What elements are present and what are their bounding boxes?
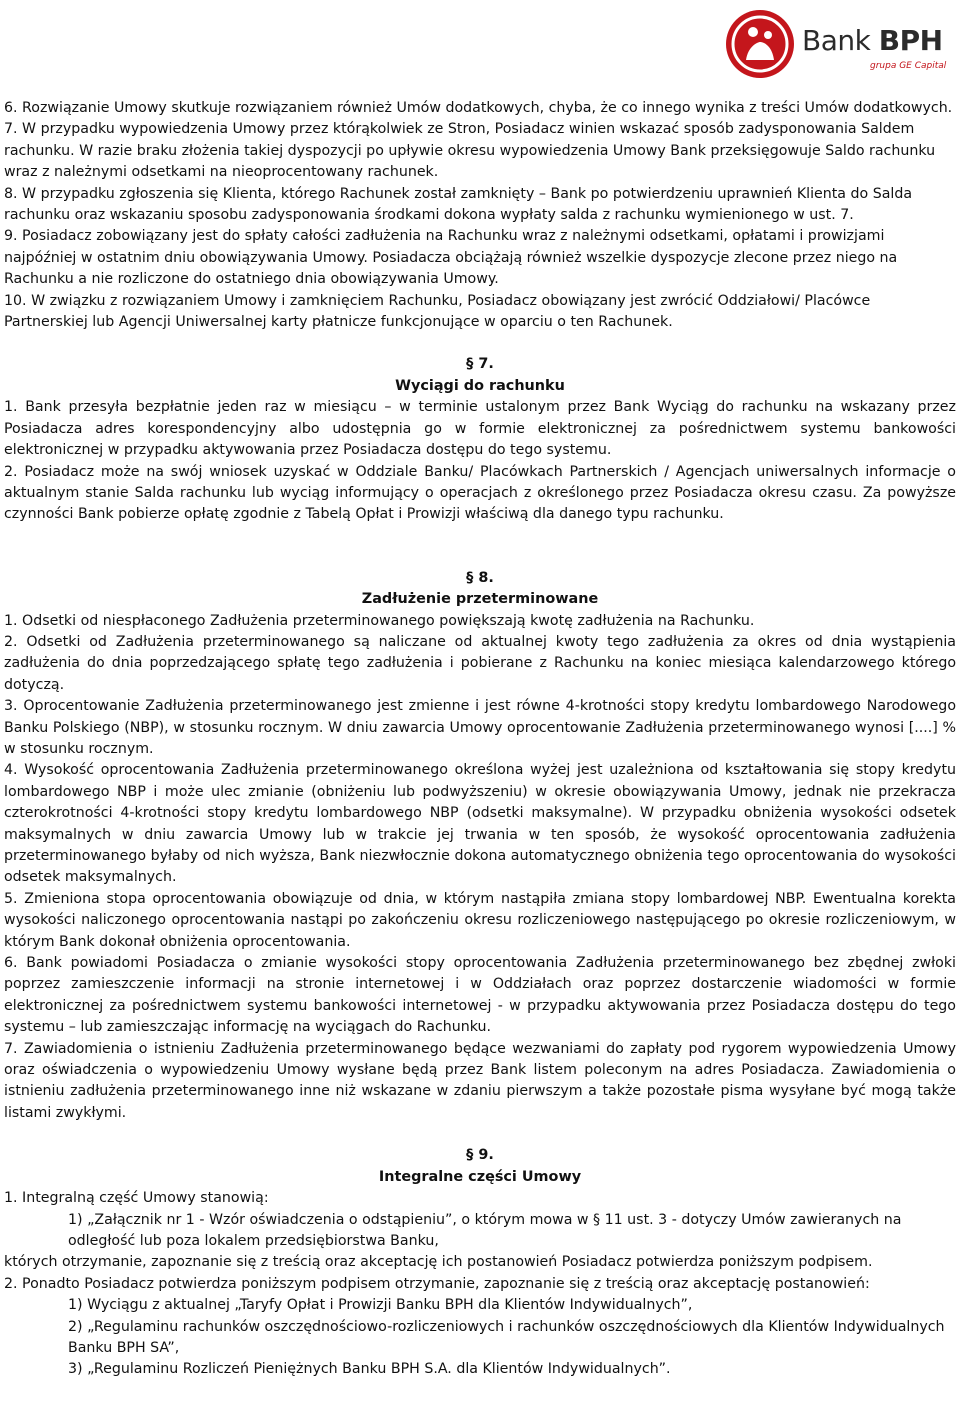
paragraph: 5. Zmieniona stopa oprocentowania obowiązuje od dnia, w którym nastąpiła zmiana stopy lombardowej NBP. Ewentualna korekta wysokości naliczonego oprocentowania nastąpi po zakończeniu okresu rozliczeniowego następującego po okresie rozliczeniowym, w którym Bank dokonał obniżenia oprocentowania. (4, 890, 956, 950)
list-item: 1) „Załącznik nr 1 - Wzór oświadczenia o odstąpieniu”, o którym mowa w § 11 ust. 3 - dotyczy Umów zawieranych na odległość lub poza lokalem przedsiębiorstwa Banku, (68, 1211, 902, 1249)
paragraph: 2. Ponadto Posiadacz potwierdza poniższym podpisem otrzymanie, zapoznanie się z treścią oraz akceptację postanowień: (4, 1275, 870, 1292)
paragraph: 8. W przypadku zgłoszenia się Klienta, którego Rachunek został zamknięty – Bank po potwierdzeniu uprawnień Klienta do Salda rachunku oraz wskazaniu sposobu zadysponowania środkami dokona wypłaty salda z rachunku wymienionego w ust. 7. (4, 185, 913, 224)
list-item: 3) „Regulaminu Rozliczeń Pieniężnych Banku BPH S.A. dla Klientów Indywidualnych”. (68, 1361, 671, 1378)
paragraph: 1. Odsetki od niespłaconego Zadłużenia przeterminowanego powiększają kwotę zadłużenia na Rachunku. (4, 612, 755, 629)
bank-logo (724, 8, 956, 80)
paragraph: 4. Wysokość oprocentowania Zadłużenia przeterminowanego określona wyżej jest uzależniona od kształtowania się stopy kredytu lombardowego NBP i może ulec zmianie (obniżeniu lub podwyższeniu) w okresie obowiązywania Umowy, jednak nie przekracza czterokrotności 4-krotności stopy kredytu lombardowego NBP (odsetki maksymalne). W przypadku obniżenia wysokości odsetek maksymalnych w dniu zawarcia Umowy lub w trakcie jej trwania w ten sposób, że wysokość oprocentowania zadłużenia przeterminowanego byłaby od nich wyższa, Bank niezwłocznie dokona automatycznego obniżenia tego oprocentowania do wysokości odsetek maksymalnych. (4, 762, 956, 886)
paragraph: 7. W przypadku wypowiedzenia Umowy przez którąkolwiek ze Stron, Posiadacz winien wskazać sposób zadysponowania Saldem rachunku. W razie braku złożenia takiej dyspozycji po upływie okresu wypowiedzenia Umowy Bank przeksięgowuje Saldo rachunku wraz z należnymi odsetkami na nieoprocentowany rachunek. (4, 121, 936, 181)
paragraph: 6. Bank powiadomi Posiadacza o zmianie wysokości stopy oprocentowania Zadłużenia przeterminowanego bez zbędnej zwłoki poprzez zamieszczenie informacji na stronie internetowej i w Oddziałach oraz poprzez dostarczenie wiadomości w formie elektronicznej za pośrednictwem systemu bankowości internetowej - w przypadku aktywowania przez Posiadacza dostępu do tego systemu – lub zamieszczając informację na wyciągach do Rachunku. (4, 955, 956, 1036)
paragraph: których otrzymanie, zapoznanie się z treścią oraz akceptację ich postanowień Posiadacz potwierdza poniższym podpisem. (4, 1254, 873, 1271)
paragraph: 1. Bank przesyła bezpłatnie jeden raz w miesiącu – w terminie ustalonym przez Bank Wyciąg do rachunku na wskazany przez Posiadacza adres korespondencyjny albo udostępnia go w formie elektronicznej za pośrednictwem systemu bankowości elektronicznej w przypadku aktywowania przez Posiadacza dostępu do tego systemu. (4, 399, 956, 459)
paragraph: 10. W związku z rozwiązaniem Umowy i zamknięciem Rachunku, Posiadacz obowiązany jest zwrócić Oddziałowi/ Placówce Partnerskiej lub Agencji Uniwersalnej karty płatnicze funkcjonujące w oparciu o ten Rachunek. (4, 292, 871, 331)
bank-emblem-icon (724, 8, 796, 80)
section-number: § 8. (466, 569, 494, 586)
paragraph: 9. Posiadacz zobowiązany jest do spłaty całości zadłużenia na Rachunku wraz z należnymi odsetkami, opłatami i prowizjami najpóźniej w ostatnim dniu obowiązywania Umowy. Posiadacza obciążają również wszelkie dyspozycje zlecone przez niego na Rachunku a nie rozliczone do ostatniego dnia obowiązywania Umowy. (4, 228, 898, 288)
paragraph: 2. Posiadacz może na swój wniosek uzyskać w Oddziale Banku/ Placówkach Partnerskich / Agencjach uniwersalnych informacje o aktualnym stanie Salda rachunku lub wyciąg informujący o operacjach z określonego przez Posiadacza okresu czasu. Za powyższe czynności Bank pobierze opłatę zgodnie z Tabelą Opłat i Prowizji właściwą dla danego typu rachunku. (4, 463, 956, 523)
paragraph: 3. Oprocentowanie Zadłużenia przeterminowanego jest zmienne i jest równe 4-krotności stopy kredytu lombardowego Narodowego Banku Polskiego (NBP), w stosunku rocznym. W dniu zawarcia Umowy oprocentowanie Zadłużenia przeterminowanego wynosi [....] % w stosunku rocznym. (4, 698, 956, 757)
list-item: 1) Wyciągu z aktualnej „Taryfy Opłat i Prowizji Banku BPH dla Klientów Indywidualnych”, (68, 1297, 693, 1314)
paragraph: 6. Rozwiązanie Umowy skutkuje rozwiązaniem również Umów dodatkowych, chyba, że co innego wynika z treści Umów dodatkowych. (4, 100, 953, 116)
section-title: Wyciągi do rachunku (395, 377, 565, 394)
section-number: § 9. (466, 1147, 494, 1164)
bank-tagline: grupa GE Capital (870, 61, 947, 71)
list-item: 2) „Regulaminu rachunków oszczędnościowo-rozliczeniowych i rachunków oszczędnościowych dla Klientów Indywidualnych Banku BPH SA”, (68, 1318, 945, 1356)
paragraph: 7. Zawiadomienia o istnieniu Zadłużenia przeterminowanego będące wezwaniami do zapłaty pod rygorem wypowiedzenia Umowy oraz oświadczenia o wypowiedzeniu Umowy wysłane będą przez Bank listem poleconym na adres Posiadacza. Zawiadomienia o istnieniu zadłużenia przeterminowanego inne niż wskazane w zdaniu pierwszym a także pozostałe pisma wysyłane być mogą także listami zwykłymi. (4, 1040, 956, 1121)
paragraph: 1. Integralną część Umowy stanowią: (4, 1190, 269, 1207)
document-body (4, 98, 956, 1381)
section-title: Integralne części Umowy (378, 1168, 582, 1185)
bank-name: Bank BPH (802, 24, 943, 57)
section-title: Zadłużenie przeterminowane (361, 591, 599, 608)
paragraph: 2. Odsetki od Zadłużenia przeterminowanego są naliczane od aktualnej kwoty tego zadłużenia za okres od dnia wystąpienia zadłużenia do dnia poprzedzającego spłatę tego zadłużenia i pobierane z Rachunku na koniec miesiąca kalendarzowego którego dotyczą. (4, 633, 956, 693)
section-number: § 7. (466, 356, 494, 373)
